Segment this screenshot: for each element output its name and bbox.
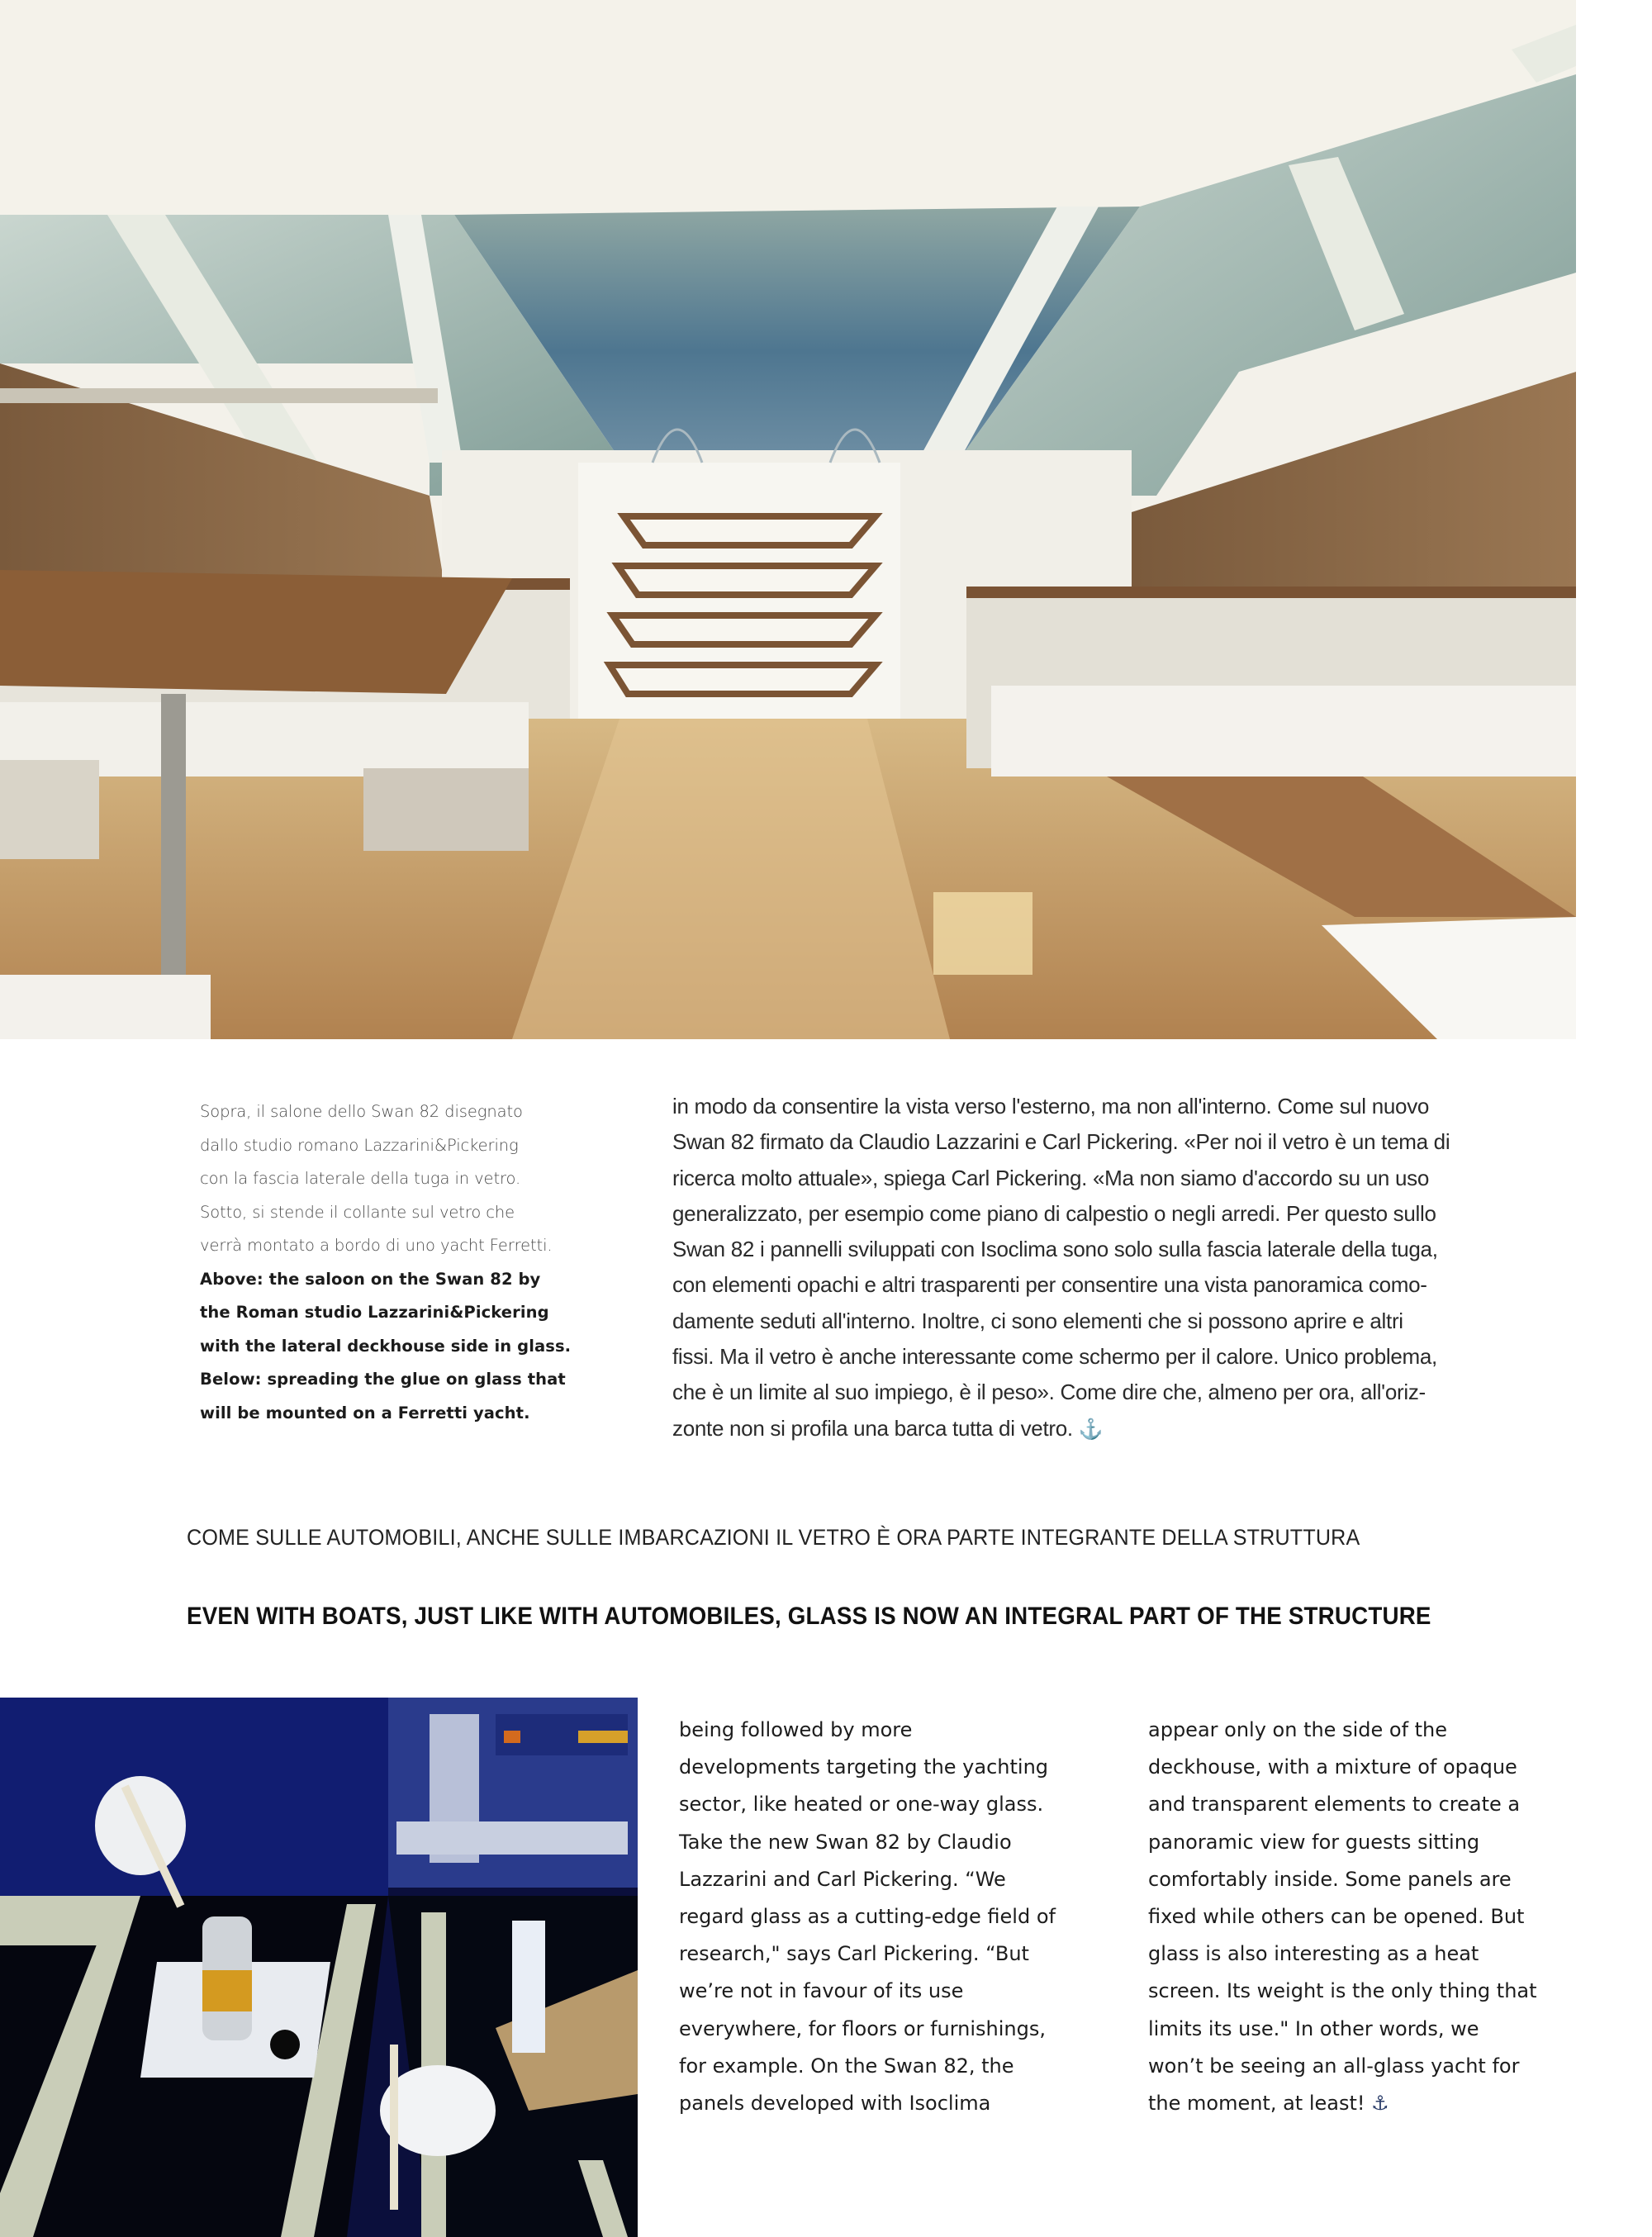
saloon-rendering-photo xyxy=(0,0,1576,1039)
italian-text-line: fissi. Ma il vetro è anche interessante come schermo per il calore. Unico problema, xyxy=(672,1344,1437,1370)
english-text-line: for example. On the Swan 82, the xyxy=(679,2054,1014,2078)
front-left-cushion xyxy=(0,975,211,1039)
english-text-line: developments targeting the yachting xyxy=(679,1755,1049,1779)
english-text-line: regard glass as a cutting-edge field of xyxy=(679,1905,1056,1929)
english-text-line: we’re not in favour of its use xyxy=(679,1979,964,2003)
italian-text-line: Swan 82 i pannelli sviluppati con Isoclima sono solo sulla fascia laterale della tuga, xyxy=(672,1237,1438,1262)
english-text-line: everywhere, for floors or furnishings, xyxy=(679,2016,1047,2040)
italian-text-line: Swan 82 firmato da Claudio Lazzarini e Carl Pickering. «Per noi il vetro è un tema di xyxy=(672,1129,1450,1155)
anchor-icon: ⚓ xyxy=(1371,2092,1389,2116)
english-text-line: deckhouse, with a mixture of opaque xyxy=(1148,1755,1517,1779)
bottle-cap xyxy=(270,2030,300,2059)
english-text-line: sector, like heated or one-way glass. xyxy=(679,1793,1044,1817)
english-text-line: panels developed with Isoclima xyxy=(679,2092,991,2116)
english-text-line: Take the new Swan 82 by Claudio xyxy=(679,1830,1012,1854)
headline-english: EVEN WITH BOATS, JUST LIKE WITH AUTOMOBILES, GLASS IS NOW AN INTEGRAL PART OF THE STRUCTURE xyxy=(187,1603,1431,1630)
caption-english-line: Above: the saloon on the Swan 82 by xyxy=(200,1269,541,1289)
caption-italian-line: dallo studio romano Lazzarini&Pickering xyxy=(200,1135,519,1155)
caption-italian-line: Sotto, si stende il collante sul vetro che xyxy=(200,1202,515,1222)
english-text-line: being followed by more xyxy=(679,1718,913,1741)
italian-text-line-last xyxy=(672,1411,1581,1447)
english-text-line: and transparent elements to create a xyxy=(1148,1793,1521,1817)
photo-caption xyxy=(200,1095,588,1430)
italian-text-line: in modo da consentire la vista verso l'esterno, ma non all'interno. Come sul nuovo xyxy=(672,1094,1430,1118)
english-text-line: Lazzarini and Carl Pickering. “We xyxy=(679,1867,1006,1891)
anchor-icon: ⚓ xyxy=(1078,1418,1104,1441)
right-settee-seat xyxy=(991,686,1576,777)
italian-article-text xyxy=(672,1089,1581,1447)
italian-text-line: ricerca molto attuale», spiega Carl Pickering. «Ma non siamo d'accordo su un uso xyxy=(672,1165,1429,1190)
english-article-column-2 xyxy=(1148,1712,1594,2122)
english-text-line: appear only on the side of the xyxy=(1148,1718,1448,1741)
english-text-line-last xyxy=(1148,2085,1594,2122)
english-text-line: panoramic view for guests sitting xyxy=(1148,1830,1480,1854)
italian-text-line: generalizzato, per esempio come piano di calpestio o negli arredi. Per questo sullo xyxy=(672,1200,1436,1226)
glue-on-glass-photo xyxy=(0,1698,638,2237)
english-text-line: fixed while others can be opened. But xyxy=(1148,1905,1525,1929)
english-text-line: comfortably inside. Some panels are xyxy=(1148,1867,1512,1891)
caption-italian-line: verrà montato a bordo di uno yacht Ferretti. xyxy=(200,1236,553,1255)
caption-english-line: will be mounted on a Ferretti yacht. xyxy=(200,1403,530,1422)
english-text-line: limits its use." In other words, we xyxy=(1148,2016,1479,2040)
english-text-line: won’t be seeing an all-glass yacht for xyxy=(1148,2054,1520,2078)
headline-italian: COME SULLE AUTOMOBILI, ANCHE SULLE IMBARCAZIONI IL VETRO È ORA PARTE INTEGRANTE DELLA STRUTTURA xyxy=(187,1525,1360,1550)
english-article-column-1 xyxy=(679,1712,1108,2122)
caption-english-line: with the lateral deckhouse side in glass. xyxy=(200,1336,572,1356)
english-text-line: screen. Its weight is the only thing that xyxy=(1148,1979,1537,2003)
english-text-line: glass is also interesting as a heat xyxy=(1148,1942,1479,1966)
caption-italian-line: con la fascia laterale della tuga in vetro. xyxy=(200,1169,521,1188)
caption-english-line: the Roman studio Lazzarini&Pickering xyxy=(200,1303,549,1322)
saloon-table xyxy=(0,570,512,694)
italian-text-line: che è un limite al suo impiego, è il peso». Come dire che, almeno per ora, all'oriz- xyxy=(672,1380,1426,1405)
italian-text-line: zonte non si profila una barca tutta di vetro. xyxy=(672,1415,1073,1441)
english-text-line: research," says Carl Pickering. “But xyxy=(679,1942,1029,1966)
caption-italian-line: Sopra, il salone dello Swan 82 disegnato xyxy=(200,1102,523,1121)
english-text-line: the moment, at least! xyxy=(1148,2092,1365,2116)
italian-text-line: con elementi opachi e altri trasparenti per consentire una vista panoramica como- xyxy=(672,1272,1427,1298)
italian-text-line: damente seduti all'interno. Inoltre, ci sono elementi che si possono aprire e altri xyxy=(672,1308,1403,1333)
caption-english-line: Below: spreading the glue on glass that xyxy=(200,1370,566,1389)
